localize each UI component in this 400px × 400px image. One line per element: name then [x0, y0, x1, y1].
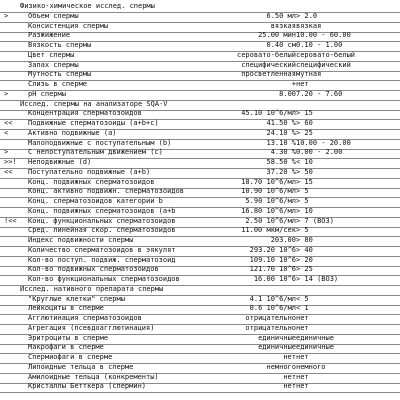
test-value: 121.70 10^6	[249, 265, 296, 274]
reference-range: < 5	[296, 294, 309, 303]
test-name: Конц. подвижных сперматозоидов	[28, 177, 155, 186]
reference-range: > 50	[296, 167, 313, 176]
test-name: Мутность спермы	[28, 70, 92, 79]
flag-mark: <<	[4, 119, 13, 127]
reference-range: 10.00 - 60.00	[296, 31, 351, 40]
reference-range: < 1	[296, 304, 309, 313]
test-value: 5.90 10^6/мл	[245, 197, 296, 205]
test-name: Слизь в сперме	[28, 80, 88, 88]
test-value: 0.6 10^6/мл	[249, 304, 296, 313]
test-name: Запах спермы	[28, 60, 79, 69]
flag-mark: !<<	[4, 216, 17, 225]
test-name: Подвижные сперматозоиды (a+b+c)	[28, 119, 159, 127]
test-value: 24.10 %	[266, 128, 296, 137]
test-name: Кол-во подвижных сперматозоидов	[28, 265, 159, 274]
test-name: Индекс подвижности спермы	[28, 236, 134, 244]
test-value: немного	[266, 362, 296, 371]
test-name: Липоидные тельца в сперме	[28, 362, 134, 371]
reference-range: < 10	[296, 158, 313, 166]
test-value: вязкая	[270, 21, 296, 30]
test-name: Поступательно подвижные (a+b)	[28, 167, 151, 176]
test-value: 2.50 10^6/мл	[245, 216, 296, 225]
reference-range: > 25	[296, 128, 313, 137]
reference-range: > 40	[296, 245, 313, 254]
test-name: Кол-во поступ. подвиж. сперматозоид	[28, 255, 176, 264]
result-row	[0, 382, 400, 393]
test-name: Активно подвижные (a)	[28, 128, 117, 137]
test-value: 37.20 %	[266, 167, 296, 176]
test-value: нет	[283, 382, 296, 391]
test-value: 16.80 10^6/мл	[241, 206, 296, 215]
test-value: 18.70 10^6/мл	[241, 177, 296, 186]
test-value: нет	[283, 353, 296, 361]
test-value: 13.10 %	[266, 138, 296, 147]
reference-range: > 5	[296, 197, 309, 205]
test-value: 0.40 см	[266, 41, 296, 49]
test-value: отрицательно	[245, 323, 296, 332]
test-value: 6.50 мл	[266, 11, 296, 20]
test-value: 11.00 мкм/сек	[241, 226, 296, 235]
test-name: Амилоидные тельца (конкременты)	[28, 372, 159, 381]
reference-range: серовато-белый	[296, 50, 356, 59]
reference-range: 10.00 - 20.00	[296, 138, 351, 147]
test-value: 109.10 10^6	[249, 255, 296, 264]
test-value: отрицательно	[245, 314, 296, 322]
test-value: 203.00	[270, 236, 296, 244]
reference-range: нет	[296, 372, 309, 381]
section-title: Исслед. спермы на анализаторе SQA-V	[20, 99, 168, 108]
test-name: pH спермы	[28, 89, 66, 98]
test-value: 45.10 10^6/мл	[241, 109, 296, 118]
test-value: 4.1 10^6/мл	[249, 294, 296, 303]
test-value: единичные	[258, 343, 296, 352]
test-value: 58.50 %	[266, 158, 296, 166]
test-name: Разжижение	[28, 31, 71, 40]
test-name: Макрофаги в сперме	[28, 343, 104, 352]
section-title: Исслед. нативного препарата спермы	[20, 284, 164, 293]
reference-range: > 15	[296, 177, 313, 186]
reference-range: нет	[296, 314, 309, 322]
reference-range: единичные	[296, 343, 334, 352]
reference-range: > 80	[296, 236, 313, 244]
test-value: нет	[283, 372, 296, 381]
test-value: единичные	[258, 333, 296, 342]
flag-mark: >>!	[4, 158, 17, 166]
test-name: Объем спермы	[28, 11, 79, 20]
test-name: "Круглые клетки" спермы	[28, 294, 125, 303]
test-value: 10.90 10^6/мл	[241, 187, 296, 196]
test-name: Вязкость спермы	[28, 41, 92, 49]
reference-range: немного	[296, 362, 326, 371]
reference-range: > 14 (ВОЗ)	[296, 275, 339, 283]
test-name: С непоступательным движением (c)	[28, 148, 163, 157]
reference-range: > 60	[296, 119, 313, 127]
flag-mark: <	[4, 128, 9, 137]
flag-mark: >	[4, 89, 9, 98]
test-name: Агрегация (псевдоагглютинация)	[28, 323, 155, 332]
reference-range: 0.10 - 1.00	[296, 41, 343, 49]
reference-range: > 20	[296, 255, 313, 264]
reference-range: вязкая	[296, 21, 322, 30]
reference-range: > 15	[296, 109, 313, 118]
test-value: просветленная	[241, 70, 296, 79]
test-name: Кристаллы Бетткера (спермин)	[28, 382, 147, 391]
test-name: Неподвижные (d)	[28, 158, 92, 166]
reference-range: > 25	[296, 265, 313, 274]
test-value: 25.00 мин	[258, 31, 296, 40]
test-name: Концентрация сперматозоидов	[28, 109, 142, 118]
test-name: Сред. линейная скор. сперматозоидов	[28, 226, 176, 235]
test-value: 41.50 %	[266, 119, 296, 127]
reference-range: специфический	[296, 60, 351, 69]
test-name: Консистенция спермы	[28, 21, 109, 30]
reference-range: > 5	[296, 226, 309, 235]
test-name: Конц. подвижных сперматозоидов (a+b	[28, 206, 176, 215]
test-name: Малоподвижные с поступательным (b)	[28, 138, 172, 147]
reference-range: 7.20 - 7.60	[296, 89, 343, 98]
test-name: Спермиофаги в сперме	[28, 353, 113, 361]
test-name: Агглютинация сперматозоидов	[28, 314, 142, 322]
section-title: Физико-химическое исслед. спермы	[20, 2, 155, 10]
test-name: Кол-во функциональных сперматозоидов	[28, 275, 180, 283]
reference-range: > 2.0	[296, 11, 318, 20]
test-name: Конц. функциональных сперматозоидов	[28, 216, 176, 225]
reference-range: мутная	[296, 70, 322, 79]
reference-range: > 5	[296, 187, 309, 196]
flag-mark: >	[4, 11, 9, 20]
test-name: Цвет спермы	[28, 50, 75, 59]
reference-range: > 7 (ВОЗ)	[296, 216, 334, 225]
flag-mark: >	[4, 148, 9, 157]
reference-range: 0.00 - 2.00	[296, 148, 343, 157]
test-name: Эритроциты в сперме	[28, 333, 109, 342]
test-value: 4.30 %	[270, 148, 296, 157]
test-name: Конц. активно подвижн. сперматозоидов	[28, 187, 184, 196]
reference-range: нет	[296, 382, 309, 391]
test-value: +	[291, 80, 296, 88]
test-value: 8.00	[279, 89, 296, 98]
test-value: специфический	[241, 60, 296, 69]
flag-mark: <<	[4, 167, 13, 176]
test-value: 293.20 10^6	[249, 245, 296, 254]
reference-range: нет	[296, 323, 309, 332]
test-value: 16.00 10^6	[253, 275, 296, 283]
reference-range: единичные	[296, 333, 334, 342]
test-value: серовато-белый	[236, 50, 296, 59]
test-name: Количество сперматозоидов в эякулят	[28, 245, 176, 254]
test-name: Конц. сперматозоидов категории b	[28, 197, 163, 205]
reference-range: > 10	[296, 206, 313, 215]
test-name: Лейкоциты в сперме	[28, 304, 104, 313]
reference-range: нет	[296, 80, 309, 88]
reference-range: нет	[296, 353, 309, 361]
